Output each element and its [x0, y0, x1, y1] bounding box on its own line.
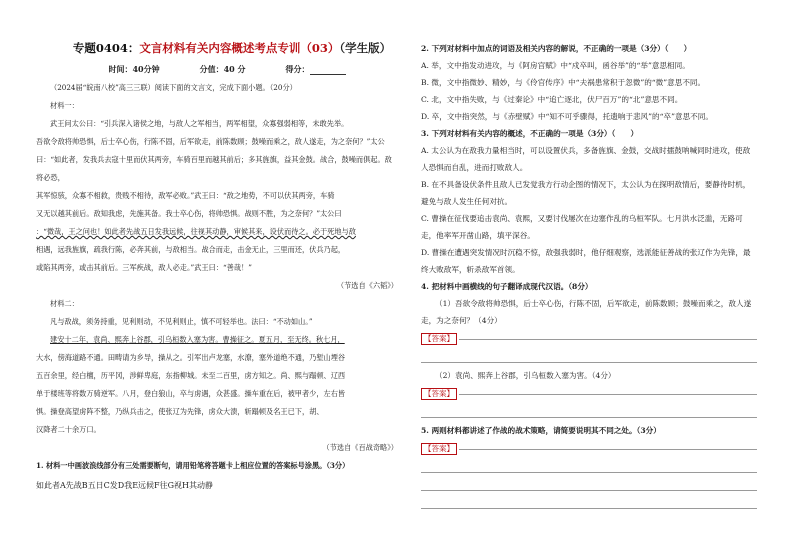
right-column — [421, 40, 757, 509]
q2-option-b[interactable]: B. 微，文中指微妙、精妙，与《伶官传序》中“夫祸患常积于忽微”的“微”意思不同。 — [421, 78, 706, 87]
answer-line[interactable] — [421, 455, 757, 473]
score-info: 分值：40 分 — [199, 64, 246, 74]
material2-line: 单于楼班等将数万骑逆军。八月，登白狼山，卒与虏遇，众甚盛。操车重在后，被甲者少，左右皆 — [36, 389, 346, 398]
q4-sentence-2: （2）袁尚、熙奔上谷郡，引乌桓数入塞为害。（4分） — [435, 371, 616, 380]
q3-option-c[interactable]: C. 曹操在征伐要追击袁尚、袁熙，又要讨伐屡次在边塞作乱的乌桓军队。七月洪水泛滥，无路可走，他率军开凿山路，填平深谷。 — [421, 214, 743, 240]
material2-line: 惧。操登高望虏阵不整，乃纵兵击之，使张辽为先锋，虏众大溃，斩蹋顿及名王已下，胡、 — [36, 407, 324, 416]
q2-option-a[interactable]: A. 举，文中指发动进攻，与《阿房宫赋》中“戍卒叫，函谷举”的“举”意思相同。 — [421, 61, 690, 70]
answer-label: 【答案】 — [421, 443, 457, 455]
material1-line: 又无以越其前后。敌知我虑，先施其备。我士卒心伤，将帅恐惧。战则不胜，为之奈何？”太公曰 — [36, 209, 342, 218]
material1-line: 武王问太公曰：“引兵深入诸侯之地，与敌人之军相当，两军相望，众寡强弱相等，未敢先举。 — [50, 119, 349, 128]
material2-line: 五百余里，经白檀，历平冈，涉鲜卑庭，东指柳城。未至二百里，虏方知之。尚、熙与蹋顿、辽西 — [36, 371, 346, 380]
q4-2-answer-row[interactable] — [421, 388, 757, 400]
q2-option-d[interactable]: D. 卒，文中指突然，与《赤壁赋》中“知不可乎骤得，托遗响于悲风”的“卒”意思不同。 — [421, 112, 713, 121]
answer-line[interactable] — [421, 491, 757, 509]
answer-label: 【答案】 — [421, 388, 457, 400]
answer-line[interactable] — [421, 400, 757, 418]
material1-line: 或陷其两旁，或击其前后。三军疾战，敌人必走。”武王曰：“善哉！” — [36, 263, 252, 272]
q3-option-a[interactable]: A. 太公认为在敌我力量相当时，可以设置伏兵，多备旌旗、金鼓，交战时擂鼓呐喊同时进攻，使敌人恐惧而自乱，进而打败敌人。 — [421, 146, 751, 172]
material1-label: 材料一： — [50, 101, 79, 110]
material1-line: 其军惊骇，众寡不相救，贵贱不相待，敌军必败。”武王曰：“敌之地势，不可以伏其两旁，车骑 — [36, 191, 335, 200]
question-1-options[interactable]: 如此者A先战B五日C发D我E远候F往G视H其动静 — [36, 481, 213, 490]
material2-line-underlined: 建安十二年，袁尚、熙奔上谷郡，引乌桓数入塞为害。曹操征之。夏五月，至无终。秋七月， — [50, 335, 345, 344]
question-1: 1. 材料一中画波浪线部分有三处需要断句，请用铅笔将答题卡上相应位置的答案标号涂黑。（3分） — [36, 461, 350, 470]
title-topic: 文言材料有关内容概述考点专训（03） — [139, 41, 340, 55]
question-3: 3. 下列对材料有关内容的概述，不正确的一项是（3分）（ ） — [421, 129, 639, 138]
material2-line: 汉降者二十余万口。 — [36, 425, 101, 434]
answer-line[interactable] — [459, 338, 757, 340]
material1-line: 曰：“如此者，发我兵去寇十里而伏其两旁，车骑百里而越其前后；多其旌旗，益其金鼓。战合，鼓噪而俱起。敌将必恐， — [36, 155, 392, 182]
answer-label: 【答案】 — [421, 333, 457, 345]
answer-line[interactable] — [421, 473, 757, 491]
material1-line: 吾欲令敌将帅恐惧，后士卒心伤，行陈不固，后军欲走，前陈数顾；鼓噪而乘之，敌人遂走，为之奈何？”太公 — [36, 137, 385, 146]
q4-1-answer-row[interactable] — [421, 333, 757, 345]
question-5: 5. 两则材料都讲述了作战的战术策略，请简要说明其不同之处。（3分） — [421, 426, 661, 435]
material2-line: 凡与敌战，须务持重，见利则动，不见利则止，慎不可轻举也。法曰：“不动如山。” — [50, 317, 313, 326]
intro: （2024届“皖南八校”高三三联）阅读下面的文言文，完成下面小题。（20分） — [50, 83, 297, 92]
material2-source: （节选自《百战奇略》） — [322, 443, 398, 452]
material1-line: 相遇，远我旌旗，疏我行陈，必奔其前，与敌相当。战合而走，击金无止，三里而还，伏兵乃起， — [36, 245, 346, 254]
q5-answer-row[interactable] — [421, 443, 757, 455]
exam-meta — [56, 64, 398, 75]
title-tag: 专题0404： — [72, 41, 140, 55]
time-info: 时间：40分钟 — [108, 64, 160, 74]
title-audience: （学生版） — [339, 41, 392, 55]
answer-line[interactable] — [421, 345, 757, 363]
q3-option-b[interactable]: B. 在不具备设伏条件且敌人已发觉我方行动企图的情况下，太公认为在探明敌情后，要静待时机，避免与敌人发生任何对抗。 — [421, 180, 751, 206]
material1-line-wavy: ：“微哉，王之问也！如此者先战五日发我远候，往视其动静，审候其来，设伏而待之。必于死地与敌 — [36, 227, 356, 236]
q4-sentence-1: （1）吾欲令敌将帅恐惧，后士卒心伤，行陈不固，后军欲走，前陈数顾；鼓噪而乘之，敌人遂走，为之奈何？（4分） — [421, 299, 752, 325]
material1-body — [36, 115, 398, 277]
score-blank[interactable] — [310, 66, 346, 75]
question-2: 2. 下列对材料中加点的词语及相关内容的解说，不正确的一项是（3分）（ ） — [421, 44, 692, 53]
got-info: 得分： — [286, 64, 346, 75]
material1-source: （节选自《六韬》） — [336, 281, 398, 290]
left-column — [36, 40, 398, 495]
material2-body — [36, 313, 398, 439]
q3-option-d[interactable]: D. 曹操在遭遇突发情况时沉稳不惊，敌强我弱时，他仔细观察，选派能征善战的张辽作为先锋，最终大败敌军，斩杀敌军首领。 — [421, 248, 751, 274]
page-title — [66, 40, 398, 56]
answer-line[interactable] — [459, 393, 757, 395]
answer-line[interactable] — [459, 448, 757, 450]
q2-option-c[interactable]: C. 北，文中指失败，与《过秦论》中“追亡逐北，伏尸百万”的“北”意思不同。 — [421, 95, 683, 104]
material2-label: 材料二： — [50, 299, 79, 308]
material2-line: 大水，傍海道路不通。田畴请为乡导，操从之。引军出卢龙塞，水潦，塞外道绝不通，乃堑山堙谷 — [36, 353, 346, 362]
question-4: 4. 把材料中画横线的句子翻译成现代汉语。（8分） — [421, 282, 593, 291]
